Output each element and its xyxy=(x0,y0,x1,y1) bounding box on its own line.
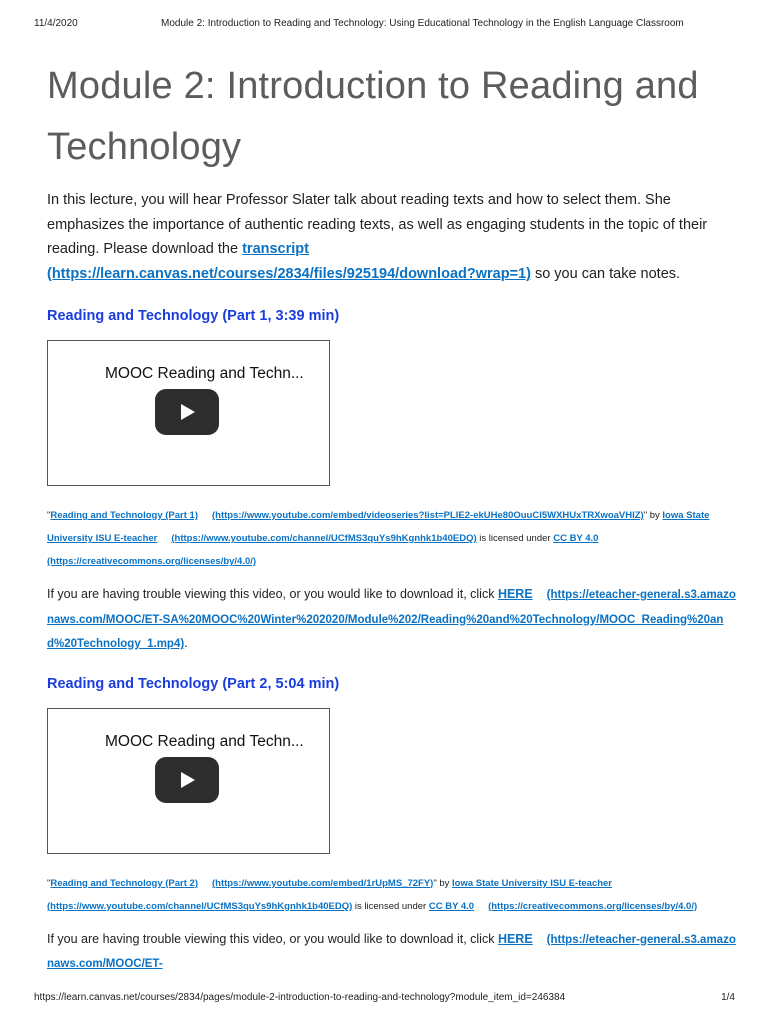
attribution-quote: " xyxy=(47,510,51,521)
section-heading-part-1: Reading and Technology (Part 1, 3:39 min) xyxy=(47,308,340,324)
attribution-part-2 xyxy=(47,872,737,918)
play-button[interactable] xyxy=(155,389,219,435)
intro-paragraph xyxy=(47,188,737,286)
video-url-link[interactable]: (https://www.youtube.com/embed/videoseries?list=PLIE2-ekUHe80OuuCI5WXHUxTRXwoaVHlZ) xyxy=(212,510,644,521)
page-content xyxy=(47,56,737,977)
play-icon xyxy=(181,404,195,420)
author-url-link[interactable]: (https://www.youtube.com/channel/UCfMS3quYs9hKgnhk1b40EDQ) xyxy=(47,900,353,912)
transcript-url[interactable]: (https://learn.canvas.net/courses/2834/files/925194/download?wrap=1) xyxy=(47,265,531,282)
download-note-text: If you are having trouble viewing this video, or you would like to download it, click xyxy=(47,931,498,946)
video-embed-part-1[interactable] xyxy=(47,340,330,486)
attribution-licensed: is licensed under xyxy=(352,900,429,912)
video-title: MOOC Reading and Techn... xyxy=(105,732,304,750)
download-here-link[interactable]: HERE xyxy=(497,587,533,601)
video-title-link[interactable]: Reading and Technology (Part 2) xyxy=(50,877,198,889)
print-page-title: Module 2: Introduction to Reading and Technology: Using Educational Technology in the English Language Classroom xyxy=(161,18,684,29)
page-number: 1/4 xyxy=(721,992,735,1003)
section-heading-part-2: Reading and Technology (Part 2, 5:04 min) xyxy=(47,675,340,692)
print-url: https://learn.canvas.net/courses/2834/pages/module-2-introduction-to-reading-and-technology?module_item_id=246384 xyxy=(34,992,566,1003)
print-date: 11/4/2020 xyxy=(34,18,78,29)
download-url-link[interactable]: (https://eteacher-general.s3.amazonaws.com/MOOC/ET-SA%20MOOC%20Winter%202020/Module%202/Reading%20and%20Technology/MOOC_Reading%20and%20Technology_1.mp4) xyxy=(47,589,736,650)
intro-text: In this lecture, you will hear Professor Slater talk about reading texts and how to select them. She emphasizes the importance of authentic reading texts, as well as engaging students in the topic of their reading. Please download the xyxy=(47,192,708,257)
video-url-link[interactable]: (https://www.youtube.com/embed/1rUpMS_72FY) xyxy=(212,877,434,889)
license-url-link[interactable]: (https://creativecommons.org/licenses/by/4.0/) xyxy=(488,900,698,912)
print-footer xyxy=(0,992,768,1012)
play-icon xyxy=(181,772,195,788)
license-url-link[interactable]: (https://creativecommons.org/licenses/by/4.0/) xyxy=(47,556,257,567)
download-note-part-2 xyxy=(47,928,737,977)
intro-text-end: so you can take notes. xyxy=(530,265,681,282)
attribution-quote: " xyxy=(47,877,51,889)
download-note-end: . xyxy=(184,636,188,650)
author-link[interactable]: Iowa State University ISU E-teacher xyxy=(47,510,710,544)
download-note-part-1 xyxy=(47,583,737,657)
author-link[interactable]: Iowa State University ISU E-teacher xyxy=(452,877,613,889)
video-title: MOOC Reading and Techn... xyxy=(105,365,304,382)
license-link[interactable]: CC BY 4.0 xyxy=(428,900,475,912)
attribution-part-1 xyxy=(47,504,737,573)
page-title: Module 2: Introduction to Reading and Technology xyxy=(47,65,699,168)
video-embed-part-2[interactable] xyxy=(47,708,330,854)
author-url-link[interactable]: (https://www.youtube.com/channel/UCfMS3quYs9hKgnhk1b40EDQ) xyxy=(171,533,477,544)
attribution-licensed: is licensed under xyxy=(476,533,554,544)
print-header xyxy=(0,0,768,40)
attribution-by: " by xyxy=(433,877,453,889)
download-note-text: If you are having trouble viewing this video, or you would like to download it, click xyxy=(47,587,498,601)
video-title-link[interactable]: Reading and Technology (Part 1) xyxy=(50,510,198,521)
download-url-link[interactable]: (https://eteacher-general.s3.amazonaws.com/MOOC/ET- xyxy=(47,933,736,970)
play-button[interactable] xyxy=(155,757,219,803)
license-link[interactable]: CC BY 4.0 xyxy=(553,533,599,544)
transcript-link[interactable]: transcript xyxy=(242,241,309,257)
download-here-link[interactable]: HERE xyxy=(497,931,533,946)
attribution-by: " by xyxy=(643,510,663,521)
